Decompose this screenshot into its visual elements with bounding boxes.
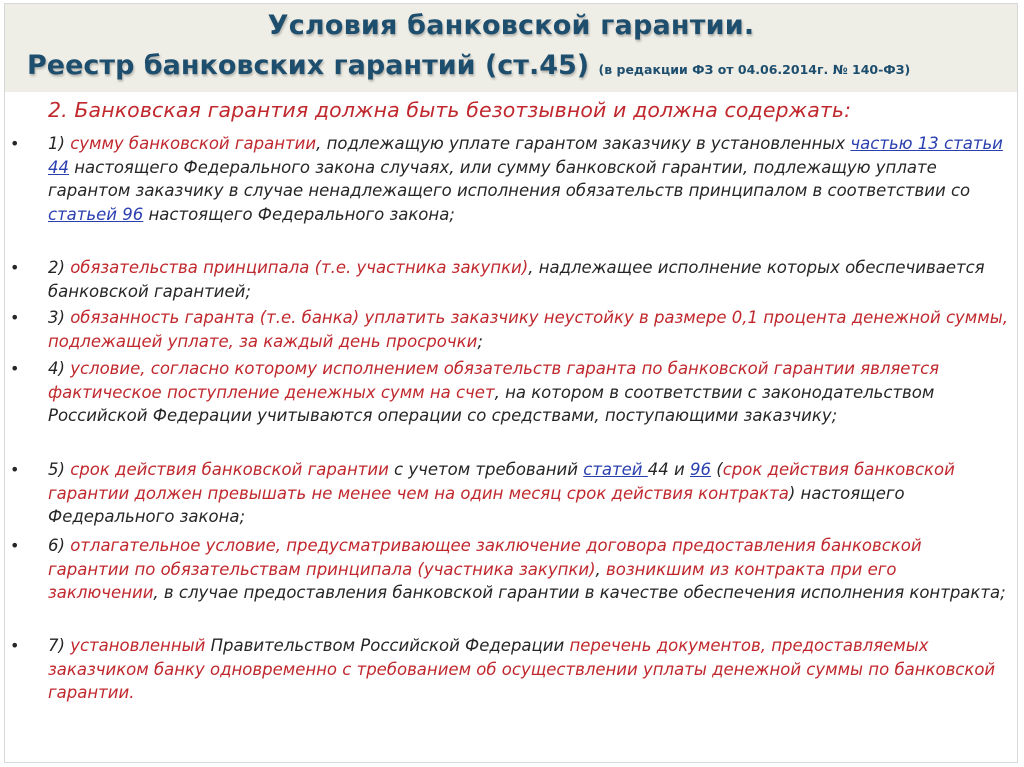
list-item xyxy=(10,256,1008,303)
bullet-icon: • xyxy=(10,308,20,327)
item-number: 5) xyxy=(48,460,71,479)
bullet-icon: • xyxy=(10,134,20,153)
list-item xyxy=(10,132,1008,226)
item-text: настоящего Федерального закона; xyxy=(143,204,455,224)
highlighted-text: обязанность гаранта (т.е. банка) уплатить заказчику неустойку в размере 0,1 процента денежной суммы, подлежащей уплате, за каждый день просрочки xyxy=(48,308,1008,351)
title-band xyxy=(5,4,1017,92)
law-reference-link[interactable]: статьей 96 xyxy=(48,204,144,224)
registry-title-text: Реестр банковских гарантий (ст.45) xyxy=(27,50,590,81)
bullet-icon: • xyxy=(10,536,20,555)
item-text: , xyxy=(595,559,607,579)
highlighted-text: сумму банковской гарантии xyxy=(70,134,317,153)
highlighted-text: установленный xyxy=(70,636,206,655)
item-number: 4) xyxy=(48,359,71,378)
law-reference-link[interactable]: частью 13 статьи 44 xyxy=(48,134,1003,177)
item-text: , на котором в соответствии с законодательством Российской Федерации учитываются операции со средствами, поступающими заказчику; xyxy=(48,382,935,426)
bullet-icon: • xyxy=(10,258,20,277)
item-text: с учетом требований xyxy=(388,460,584,479)
item-text: ( xyxy=(711,460,723,479)
item-number: 1) xyxy=(48,134,71,153)
item-text: настоящего Федерального закона случаях, или сумму банковской гарантии, подлежащую уплате гарантом заказчику в случае ненадлежащего исполнения обязательств принципалом в соответствии со xyxy=(48,157,971,201)
item-text: , в случае предоставления банковской гарантии в качестве обеспечения исполнения контракта; xyxy=(153,583,1006,603)
item-text: , надлежащее исполнение которых обеспечивается банковской гарантией; xyxy=(48,258,985,301)
item-text: и xyxy=(668,460,690,479)
law-reference-link[interactable]: статей xyxy=(583,460,648,479)
edition-note: (в редакции ФЗ от 04.06.2014г. № 140-ФЗ) xyxy=(598,62,911,77)
list-item xyxy=(10,306,1008,353)
highlighted-text: отлагательное условие, предусматривающее заключение договора предоставления банковской гарантии по обязательствам принципала (участника закупки) xyxy=(48,536,922,579)
highlighted-text: обязательства принципала (т.е. участника закупки) xyxy=(70,258,529,277)
item-number: 2) xyxy=(48,258,71,277)
item-number: 6) xyxy=(48,536,71,555)
item-text: ; xyxy=(477,331,483,351)
list-item xyxy=(10,634,1008,705)
highlighted-text: перечень документов, предоставляемых заказчиком банку одновременно с требованием об осуществлении уплаты денежной суммы по банковской гарантии. xyxy=(48,636,996,703)
section-heading: 2. Банковская гарантия должна быть безотзывной и должна содержать: xyxy=(48,98,852,122)
slide-title: Условия банковской гарантии. xyxy=(267,10,755,41)
bullet-icon: • xyxy=(10,460,20,479)
highlighted-text: срок действия банковской гарантии должен превышать не менее чем на один месяц срок действия контракта xyxy=(48,460,955,503)
list-item xyxy=(10,458,1008,529)
list-item xyxy=(10,357,1008,428)
highlighted-text: срок действия банковской гарантии xyxy=(70,460,389,479)
item-text: ) настоящего Федерального закона; xyxy=(48,483,905,527)
list-item xyxy=(10,534,1008,605)
highlighted-text: возникшим из контракта при его заключении xyxy=(48,559,897,603)
highlighted-text: условие, согласно которому исполнением обязательств гаранта по банковской гарантии является фактическое поступление денежных сумм на счет xyxy=(48,359,940,402)
slide-title-registry xyxy=(27,50,910,81)
item-text: , подлежащую уплате гарантом заказчику в установленных xyxy=(316,134,851,153)
bullet-icon: • xyxy=(10,636,20,655)
law-reference-link[interactable]: 96 xyxy=(690,460,711,479)
item-text: Правительством Российской Федерации xyxy=(205,636,570,655)
item-number: 3) xyxy=(48,308,71,327)
item-text: 44 xyxy=(647,460,669,479)
item-number: 7) xyxy=(48,636,71,655)
bullet-icon: • xyxy=(10,359,20,378)
